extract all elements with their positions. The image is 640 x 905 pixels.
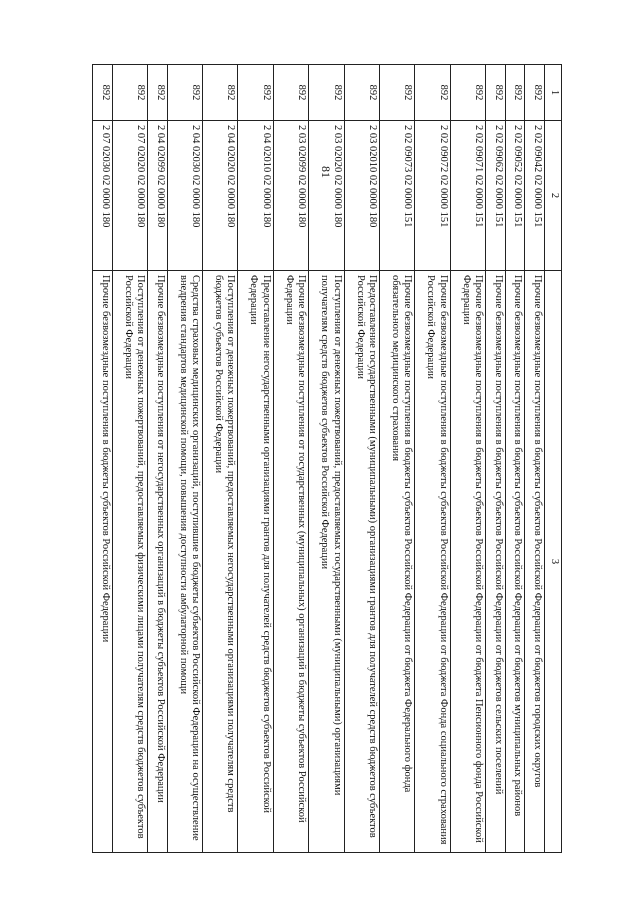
table-row — [167, 65, 202, 853]
cell-admin: 892 — [112, 65, 147, 121]
table-row — [525, 65, 545, 853]
table-header-row — [545, 65, 562, 853]
cell-admin: 892 — [309, 65, 344, 121]
cell-name: Поступления от денежных пожертвований, предоставляемых государственными (муниципальными) организациями получателям средств бюджетов субъектов Российской Федерации — [309, 271, 344, 853]
cell-name: Прочие безвозмездные поступления в бюджеты субъектов Российской Федерации от бюджета Федерального фонда обязательного медицинского страхования — [380, 271, 415, 853]
column-header-code: 2 — [545, 121, 562, 271]
table-row — [112, 65, 147, 853]
cell-name: Поступления от денежных пожертвований, предоставляемых физическими лицами получателям средств бюджетов субъектов Российской Федерации — [112, 271, 147, 853]
cell-name: Поступления от денежных пожертвований, предоставляемых негосударственными организациями получателям средств бюджетов субъектов Российской Федерации — [203, 271, 238, 853]
cell-admin: 892 — [238, 65, 273, 121]
cell-name: Прочие безвозмездные поступления в бюджеты субъектов Российской Федерации от бюджета Фонда социального страхования Российской Федерации — [415, 271, 450, 853]
cell-admin: 892 — [93, 65, 113, 121]
table-row — [380, 65, 415, 853]
table-row — [415, 65, 450, 853]
cell-admin: 892 — [525, 65, 545, 121]
cell-name: Прочие безвозмездные поступления в бюджеты субъектов Российской Федерации — [93, 271, 113, 853]
rotated-table-container — [92, 64, 562, 852]
cell-code: 2 02 09062 02 0000 151 — [486, 121, 506, 271]
table-row — [148, 65, 168, 853]
cell-name: Прочие безвозмездные поступления в бюджеты субъектов Российской Федерации от бюджетов муниципальных районов — [505, 271, 525, 853]
table-row — [93, 65, 113, 853]
cell-admin: 892 — [415, 65, 450, 121]
cell-code: 2 03 02020 02 0000 180 — [309, 121, 344, 271]
cell-name: Прочие безвозмездные поступления в бюджеты субъектов Российской Федерации от бюджетов сельских поселений — [486, 271, 506, 853]
cell-name: Предоставление государственными (муниципальными) организациями грантов для получателей средств бюджетов субъектов Российской Федерации — [344, 271, 379, 853]
column-header-admin: 1 — [545, 65, 562, 121]
revenue-codes-table-region — [92, 64, 562, 852]
table-row — [344, 65, 379, 853]
cell-code: 2 02 09073 02 0000 151 — [380, 121, 415, 271]
cell-code: 2 07 02030 02 0000 180 — [93, 121, 113, 271]
cell-code: 2 03 02010 02 0000 180 — [344, 121, 379, 271]
cell-code: 2 07 02020 02 0000 180 — [112, 121, 147, 271]
table-row — [273, 65, 308, 853]
cell-admin: 892 — [148, 65, 168, 121]
page-number: 81 — [319, 166, 333, 178]
table-row — [486, 65, 506, 853]
cell-admin: 892 — [344, 65, 379, 121]
cell-code: 2 02 09071 02 0000 151 — [450, 121, 485, 271]
cell-name: Прочие безвозмездные поступления от негосударственных организаций в бюджеты субъектов Российской Федерации — [148, 271, 168, 853]
cell-code: 2 04 02020 02 0000 180 — [203, 121, 238, 271]
table-row — [450, 65, 485, 853]
cell-admin: 892 — [486, 65, 506, 121]
revenue-codes-table — [92, 64, 562, 853]
cell-name: Прочие безвозмездные поступления в бюджеты субъектов Российской Федерации от бюджетов городских округов — [525, 271, 545, 853]
cell-code: 2 04 02099 02 0000 180 — [148, 121, 168, 271]
cell-admin: 892 — [273, 65, 308, 121]
cell-name: Прочие безвозмездные поступления в бюджеты субъектов Российской Федерации от бюджета Пенсионного фонда Российской Федерации — [450, 271, 485, 853]
cell-name: Средства страховых медицинских организаций, поступившие в бюджеты субъектов Российской Федерации на осуществление внедрения стандартов медицинской помощи, повышения доступности амбулаторной помощи — [167, 271, 202, 853]
cell-admin: 892 — [450, 65, 485, 121]
table-row — [238, 65, 273, 853]
cell-name: Предоставление негосударственными организациями грантов для получателей средств бюджетов субъектов Российской Федерации — [238, 271, 273, 853]
table-row — [309, 65, 344, 853]
table-row — [203, 65, 238, 853]
cell-code: 2 04 02030 02 0000 180 — [167, 121, 202, 271]
cell-admin: 892 — [380, 65, 415, 121]
cell-admin: 892 — [167, 65, 202, 121]
cell-code: 2 02 09052 02 0000 151 — [505, 121, 525, 271]
cell-code: 2 03 02099 02 0000 180 — [273, 121, 308, 271]
cell-name: Прочие безвозмездные поступления от государственных (муниципальных) организаций в бюджеты субъектов Российской Федерации — [273, 271, 308, 853]
table-row — [505, 65, 525, 853]
column-header-name: 3 — [545, 271, 562, 853]
cell-code: 2 02 09072 02 0000 151 — [415, 121, 450, 271]
cell-code: 2 04 02010 02 0000 180 — [238, 121, 273, 271]
cell-code: 2 02 09042 02 0000 151 — [525, 121, 545, 271]
cell-admin: 892 — [505, 65, 525, 121]
cell-admin: 892 — [203, 65, 238, 121]
